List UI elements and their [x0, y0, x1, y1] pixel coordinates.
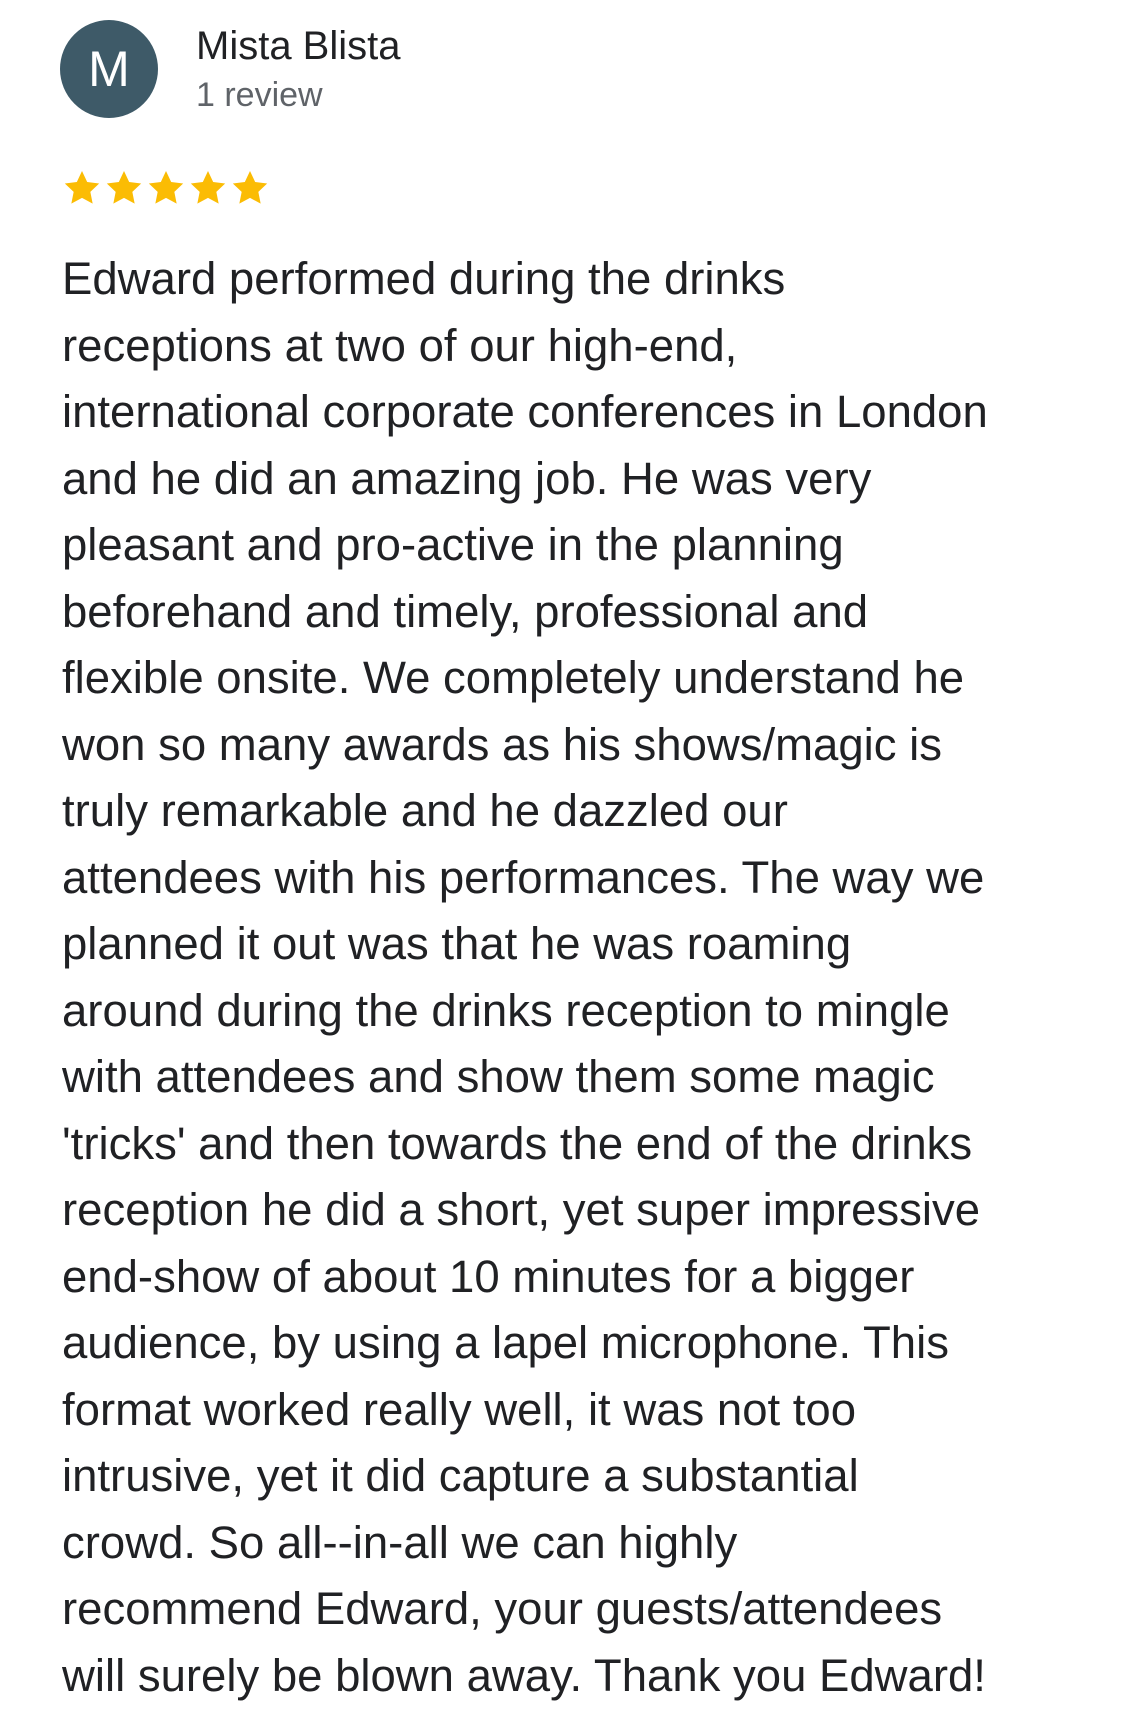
star-icon	[104, 168, 144, 208]
star-icon	[62, 168, 102, 208]
reviewer-info	[196, 20, 401, 118]
star-icon	[230, 168, 270, 208]
star-icon	[146, 168, 186, 208]
review-header	[60, 20, 401, 118]
star-rating	[62, 168, 270, 208]
avatar[interactable]: M	[60, 20, 158, 118]
review-text: Edward performed during the drinks receptions at two of our high-end, international corporate conferences in London and he did an amazing job. He was very pleasant and pro-active in the planning beforehand and timely, professional and flexible onsite. We completely understand he won so many awards as his shows/magic is truly remarkable and he dazzled our attendees with his performances. The way we planned it out was that he was roaming around during the drinks reception to mingle with attendees and show them some magic 'tricks' and then towards the end of the drinks reception he did a short, yet super impressive end-show of about 10 minutes for a bigger audience, by using a lapel microphone. This format worked really well, it was not too intrusive, yet it did capture a substantial crowd. So all--in-all we can highly recommend Edward, your guests/attendees will surely be blown away. Thank you Edward!	[62, 253, 988, 1701]
star-icon	[188, 168, 228, 208]
review-count: 1 review	[196, 76, 323, 114]
reviewer-name[interactable]: Mista Blista	[196, 24, 401, 68]
